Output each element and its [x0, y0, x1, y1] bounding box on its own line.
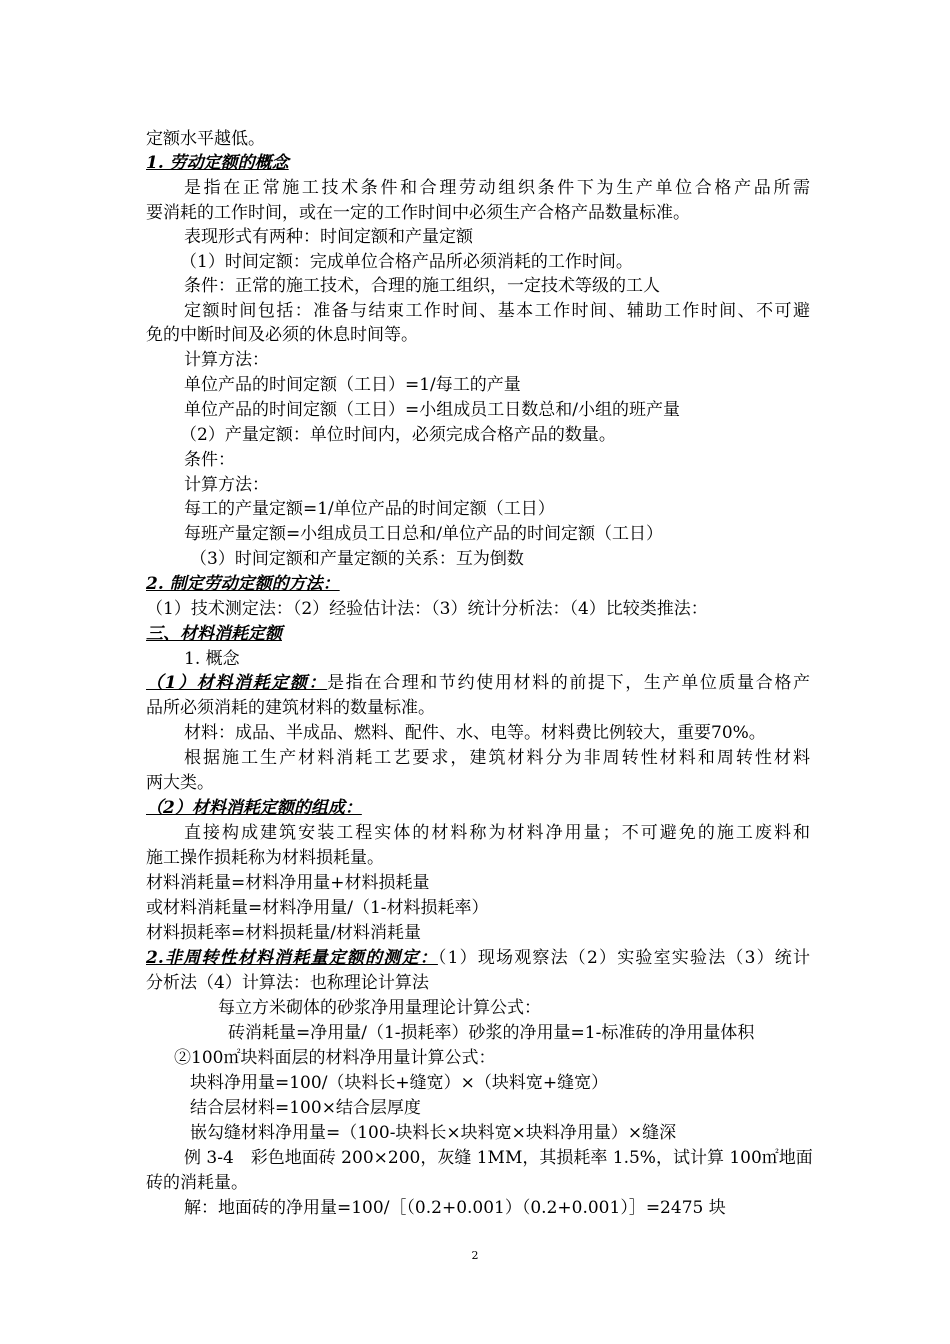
text-line: 表现形式有两种：时间定额和产量定额 [184, 227, 473, 247]
formula-line: 材料消耗量=材料净用量+材料损耗量 [146, 873, 430, 893]
formula-line: 每班产量定额=小组成员工日总和/单位产品的时间定额（工日） [184, 524, 663, 544]
formula-line: 每工的产量定额=1/单位产品的时间定额（工日） [184, 499, 555, 519]
section-heading: 2. 制定劳动定额的方法： [146, 574, 340, 594]
text-line: （2）产量定额：单位时间内，必须完成合格产品的数量。 [180, 425, 616, 445]
page-number: 2 [471, 1249, 479, 1262]
text-line: 条件：正常的施工技术，合理的施工组织，一定技术等级的工人 [184, 276, 660, 296]
formula-line: 或材料消耗量=材料净用量/（1-材料损耗率） [146, 898, 489, 918]
text-line: 品所必须消耗的建筑材料的数量标准。 [146, 698, 435, 718]
formula-line: 单位产品的时间定额（工日）=1/每工的产量 [184, 375, 521, 395]
text-line: 计算方法： [184, 475, 269, 495]
text-line: ②100㎡块料面层的材料净用量计算公式： [174, 1048, 496, 1068]
solution-line: 解：地面砖的净用量=100/［（0.2+0.001）（0.2+0.001）］=2475 块 [184, 1198, 726, 1218]
text-line: 计算方法： [184, 350, 269, 370]
formula-line: 块料净用量=100/（块料长+缝宽）×（块料宽+缝宽） [190, 1073, 609, 1093]
formula-line: 材料损耗率=材料损耗量/材料消耗量 [146, 923, 421, 943]
method-line: 2.非周转性材料消耗量定额的测定：（1）现场观察法（2）实验室实验法（3）统计 [146, 948, 810, 968]
formula-line: 砖消耗量=净用量/（1-损耗率）砂浆的净用量=1-标准砖的净用量体积 [228, 1023, 755, 1043]
inline-heading: 2.非周转性材料消耗量定额的测定： [146, 948, 438, 968]
definition-line: （1）材料消耗定额：是指在合理和节约使用材料的前提下，生产单位质量合格产 [146, 673, 810, 693]
text-line: 要消耗的工作时间，或在一定的工作时间中必须生产合格产品数量标准。 [146, 203, 690, 223]
text-line: 砖的消耗量。 [146, 1173, 248, 1193]
text-line: 每立方米砌体的砂浆净用量理论计算公式： [218, 998, 541, 1018]
text-line: 根据施工生产材料消耗工艺要求，建筑材料分为非周转性材料和周转性材料 [184, 748, 810, 768]
text-line: 材料：成品、半成品、燃料、配件、水、电等。材料费比例较大，重要70%。 [184, 723, 766, 743]
text-line: （1）技术测定法：（2）经验估计法：（3）统计分析法：（4）比较类推法： [146, 599, 708, 619]
section-heading: 1. 劳动定额的概念 [146, 153, 289, 173]
text-line: 定额水平越低。 [146, 129, 265, 149]
text-line: 是指在正常施工技术条件和合理劳动组织条件下为生产单位合格产品所需 [184, 178, 810, 198]
text-line: 分析法（4）计算法：也称理论计算法 [146, 973, 429, 993]
text-line: （1）时间定额：完成单位合格产品所必须消耗的工作时间。 [180, 252, 633, 272]
formula-line: 单位产品的时间定额（工日）=小组成员工日数总和/小组的班产量 [184, 400, 680, 420]
example-line: 例 3-4 彩色地面砖 200×200，灰缝 1MM，其损耗率 1.5%，试计算 100㎡地面 [184, 1148, 813, 1168]
text-line: （3）时间定额和产量定额的关系：互为倒数 [190, 549, 524, 569]
text-line: 条件： [184, 450, 235, 470]
formula-line: 结合层材料=100×结合层厚度 [190, 1098, 421, 1118]
section-heading: （2）材料消耗定额的组成： [146, 798, 362, 818]
text-line: 1. 概念 [184, 649, 240, 669]
text-line: 免的中断时间及必须的休息时间等。 [146, 325, 418, 345]
text-line: 施工操作损耗称为材料损耗量。 [146, 848, 384, 868]
text-line: 定额时间包括：准备与结束工作时间、基本工作时间、辅助工作时间、不可避 [184, 301, 810, 321]
formula-line: 嵌勾缝材料净用量=（100-块料长×块料宽×块料净用量）×缝深 [190, 1123, 677, 1143]
text-line: 直接构成建筑安装工程实体的材料称为材料净用量；不可避免的施工废料和 [184, 823, 810, 843]
section-heading: 三、材料消耗定额 [146, 624, 282, 644]
text-line: 两大类。 [146, 773, 214, 793]
inline-heading: （1）材料消耗定额： [146, 673, 328, 693]
